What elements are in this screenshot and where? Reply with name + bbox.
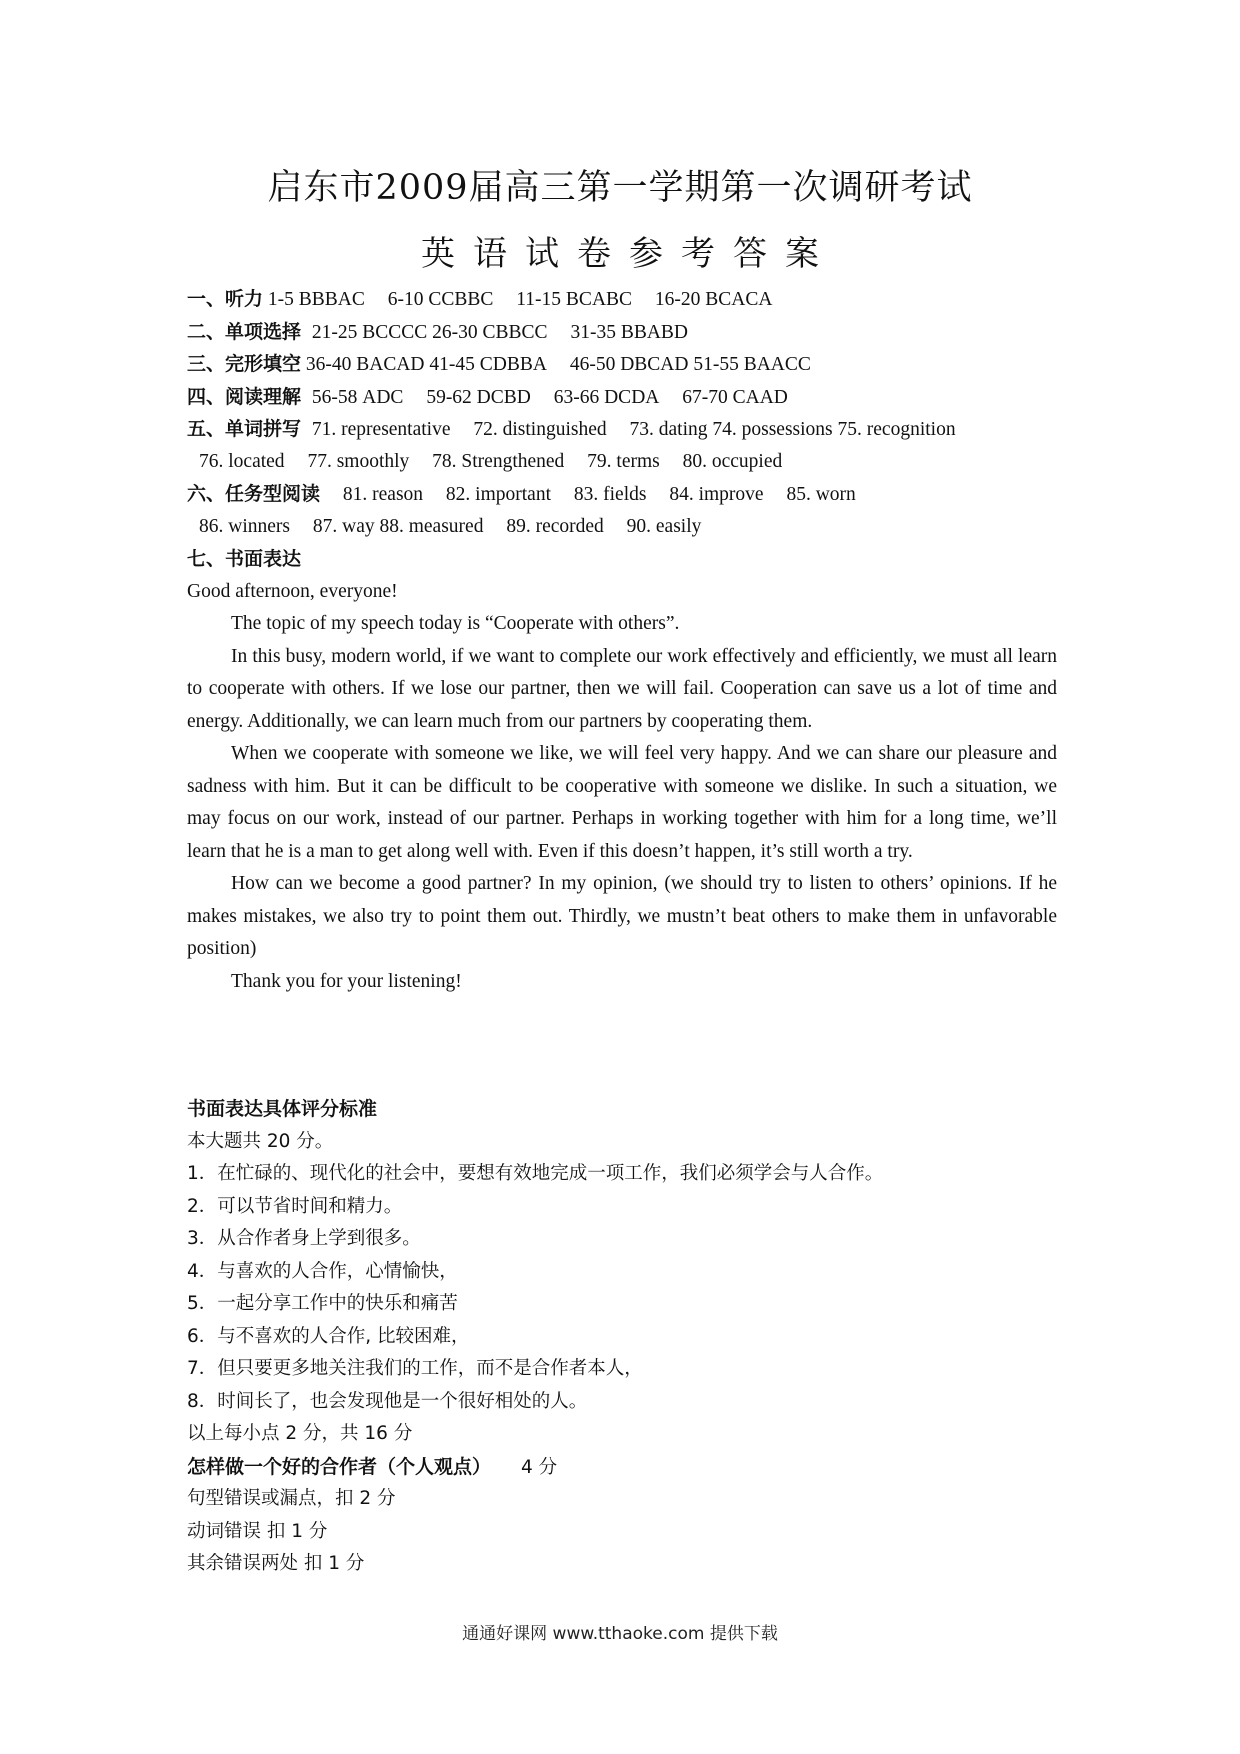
footer-watermark: 通通好课网 www.tthaoke.com 提供下载 [462,1624,778,1644]
answer-group: 21-25 BCCCC 26-30 CBBCC [311,321,548,343]
answer-word: 89. recorded [506,515,604,537]
answer-word: 72. distinguished [473,419,607,440]
answer-word: 81. reason [342,484,424,505]
answer-group: 56-58 ADC [311,386,404,408]
answer-word: 85. worn [786,484,856,505]
section-label: 七、书面表达 [187,548,302,570]
answer-word: 82. important [445,484,551,505]
section-label: 三、完形填空 [187,353,302,375]
section-spelling-cont [187,446,1057,479]
deduction-item: 句型错误或漏点，扣 2 分 [187,1488,396,1509]
section-label: 二、单项选择 [187,320,302,343]
answer-word: 79. terms [587,450,660,472]
answer-word: 90. easily [626,515,702,537]
page-title: 启东市2009届高三第一学期第一次调研考试 [267,168,973,208]
section-label: 五、单词拼写 [187,418,302,440]
deduction-item: 动词错误 扣 1 分 [187,1520,328,1542]
deduction-item: 其余错误两处 扣 1 分 [187,1553,365,1574]
answer-word: 80. occupied [682,450,783,472]
answer-group: 59-62 DCBD [426,386,531,408]
answer-word: 86. winners [199,515,290,537]
answer-group: 46-50 DBCAD 51-55 BAACC [569,354,811,375]
essay-paragraph: How can we become a good partner? In my opinion, (we should try to listen to others’ opinions. If he makes mistakes, we also try to point them out. Thirdly, we mustn’t beat others to make them in unfavorable position) [187,873,1057,959]
answer-word: 73. dating 74. possessions 75. recognition [629,419,956,440]
answer-group: 63-66 DCDA [553,386,660,408]
criteria-item: 2．可以节省时间和精力。 [187,1195,403,1217]
answer-group: 67-70 CAAD [682,386,788,408]
answer-group: 6-10 CCBBC [387,289,494,310]
essay-paragraph: The topic of my speech today is “Cooperate with others”. [231,613,680,634]
partner-points: 4 分 [521,1456,558,1478]
section-task-reading-cont [187,511,1057,544]
answer-key [187,283,1057,998]
section-reading [187,381,1057,414]
section-label: 六、任务型阅读 [187,483,321,505]
section-writing [187,543,1057,576]
answer-group: 31-35 BBABD [570,321,689,343]
criteria-item: 3．从合作者身上学到很多。 [187,1228,421,1249]
criteria-item: 1．在忙碌的、现代化的社会中，要想有效地完成一项工作，我们必须学会与人合作。 [187,1163,884,1184]
essay-paragraph: When we cooperate with someone we like, we will feel very happy. And we can share our pleasure and sadness with him. But it can be difficult to be cooperative with someone we dislike. In such a situation, we may focus on our work, instead of our partner. Perhaps in working together with him for a long time, we’ll learn that he is a man to get along well with. Even if this doesn’t happen, it’s still worth a try. [187,743,1057,862]
answer-word: 76. located [199,450,285,472]
essay-paragraph: In this busy, modern world, if we want to complete our work effectively and efficiently, we must all learn to cooperate with others. If we lose our partner, then we will fail. Cooperation can save us a lot of time and energy. Additionally, we can learn much from our partners by cooperating them. [187,645,1057,732]
answer-word: 84. improve [669,484,764,505]
criteria-heading: 书面表达具体评分标准 [187,1098,378,1120]
partner-criteria [187,1451,1057,1484]
criteria-item: 6．与不喜欢的人合作, 比较困难， [187,1325,470,1347]
section-cloze [187,348,1057,381]
answer-group: 36-40 BACAD 41-45 CDBBA [305,354,547,375]
scoring-criteria [187,1093,1057,1581]
answer-group: 11-15 BCABC [516,289,633,310]
answer-group: 1-5 BBBAC [267,289,365,310]
section-task-reading [187,478,1057,511]
criteria-item: 5．一起分享工作中的快乐和痛苦 [187,1293,458,1314]
answer-word: 78. Strengthened [432,450,565,472]
section-spelling [187,413,1057,446]
essay-greeting: Good afternoon, everyone! [187,580,398,602]
answer-group: 16-20 BCACA [654,289,773,310]
criteria-subtotal: 以上每小点 2 分，共 16 分 [187,1423,413,1444]
criteria-item: 4．与喜欢的人合作，心情愉快， [187,1260,458,1282]
criteria-item: 8．时间长了，也会发现他是一个很好相处的人。 [187,1390,588,1412]
criteria-item: 7．但只要更多地关注我们的工作，而不是合作者本人， [187,1358,643,1379]
answer-word: 83. fields [573,484,647,505]
page-subtitle: 英语试卷参考答案 [421,234,837,274]
partner-heading: 怎样做一个好的合作者（个人观点） [187,1455,492,1478]
criteria-total: 本大题共 20 分。 [187,1130,334,1152]
answer-word: 87. way 88. measured [312,515,484,537]
answer-word: 71. representative [311,419,451,440]
section-single-choice [187,316,1057,349]
answer-word: 77. smoothly [307,450,410,472]
section-label: 四、阅读理解 [187,385,302,408]
section-listening [187,283,1057,316]
essay-closing: Thank you for your listening! [231,970,462,992]
section-label: 一、听力 [187,288,264,310]
